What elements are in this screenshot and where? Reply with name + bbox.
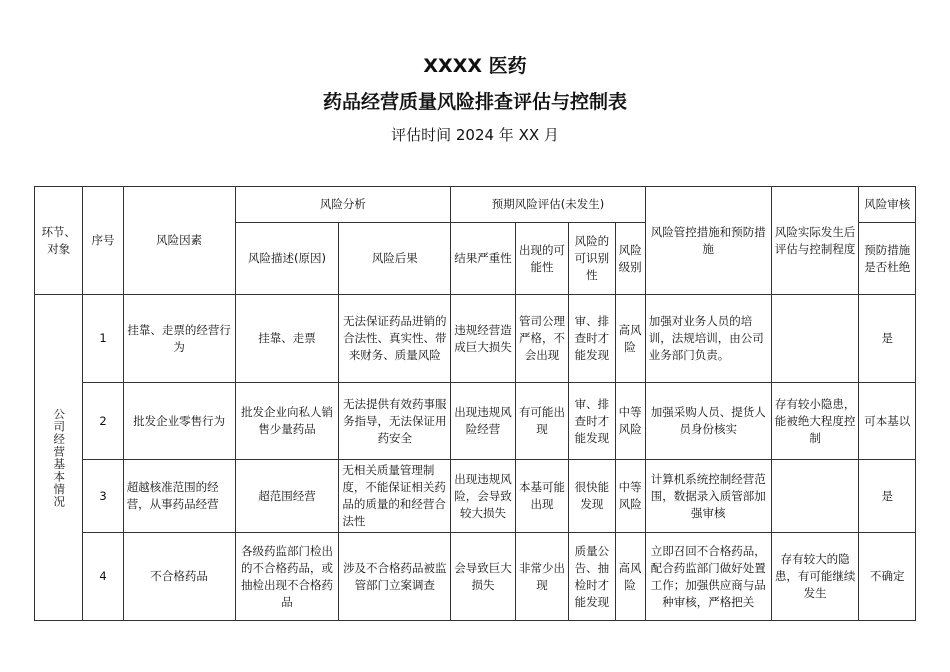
cell-desc: 批发企业向私人销售少量药品 — [235, 383, 339, 460]
cell-audit: 是 — [859, 460, 916, 533]
cell-level: 中等风险 — [615, 460, 645, 533]
table-row — [35, 460, 916, 533]
cell-severity: 出现违规风险，会导致较大损失 — [451, 460, 516, 533]
cell-severity: 出现违规风险经营 — [451, 383, 516, 460]
cell-level: 高风险 — [615, 533, 645, 621]
col-header-severity: 结果严重性 — [451, 223, 516, 295]
cell-level: 中等风险 — [615, 383, 645, 460]
cell-severity: 违规经营造成巨大损失 — [451, 295, 516, 383]
cell-detectability: 质量公告、抽检时才能发现 — [569, 533, 615, 621]
table-row — [35, 383, 916, 460]
cell-desc: 挂靠、走票 — [235, 295, 339, 383]
col-header-expected: 预期风险评估(未发生) — [451, 187, 646, 223]
cell-audit: 不确定 — [859, 533, 916, 621]
cell-detectability: 审、排查时才能发现 — [569, 383, 615, 460]
cell-no: 2 — [83, 383, 123, 460]
cell-post-eval — [771, 295, 859, 383]
cell-desc: 各级药监部门检出的不合格药品，或抽检出现不合格药品 — [235, 533, 339, 621]
section-cell — [35, 295, 83, 621]
cell-factor: 批发企业零售行为 — [123, 383, 235, 460]
col-header-post-eval: 风险实际发生后评估与控制程度 — [771, 187, 859, 295]
table-row — [35, 533, 916, 621]
cell-consequence: 无法提供有效药事服务指导，无法保证用药安全 — [339, 383, 451, 460]
cell-possibility: 本基可能出现 — [515, 460, 568, 533]
col-header-audit: 预防措施是否杜绝 — [859, 223, 916, 295]
cell-no: 3 — [83, 460, 123, 533]
cell-possibility: 有可能出现 — [515, 383, 568, 460]
col-header-detectability: 风险的可识别性 — [569, 223, 615, 295]
cell-severity: 会导致巨大损失 — [451, 533, 516, 621]
col-header-control: 风险管控措施和预防措施 — [645, 187, 771, 295]
cell-audit: 是 — [859, 295, 916, 383]
cell-post-eval: 存有较小隐患，能被绝大程度控制 — [771, 383, 859, 460]
cell-control: 立即召回不合格药品，配合药监部门做好处置工作；加强供应商与品种审核，严格把关 — [645, 533, 771, 621]
cell-possibility: 管司公理严格，不会出现 — [515, 295, 568, 383]
cell-consequence: 无法保证药品进销的合法性、真实性、带来财务、质量风险 — [339, 295, 451, 383]
cell-detectability: 审、排查时才能发现 — [569, 295, 615, 383]
cell-factor: 超越核准范围的经营，从事药品经营 — [123, 460, 235, 533]
table-row — [35, 295, 916, 383]
col-header-desc: 风险描述(原因) — [235, 223, 339, 295]
col-header-consequence: 风险后果 — [339, 223, 451, 295]
assessment-date: 评估时间 2024 年 XX 月 — [391, 126, 559, 144]
cell-control: 计算机系统控制经营范围，数据录入质管部加强审核 — [645, 460, 771, 533]
col-header-no: 序号 — [83, 187, 123, 295]
col-header-level: 风险级别 — [615, 223, 645, 295]
cell-desc: 超范围经营 — [235, 460, 339, 533]
cell-control: 加强对业务人员的培训，法规培训，由公司业务部门负责。 — [645, 295, 771, 383]
section-label: 公司经营基本情况 — [52, 407, 67, 508]
col-header-factor: 风险因素 — [123, 187, 235, 295]
cell-control: 加强采购人员、提货人员身份核实 — [645, 383, 771, 460]
cell-consequence: 无相关质量管理制度，不能保证相关药品的质量的和经营合法性 — [339, 460, 451, 533]
cell-post-eval — [771, 460, 859, 533]
cell-audit: 可本基以 — [859, 383, 916, 460]
cell-factor: 不合格药品 — [123, 533, 235, 621]
cell-possibility: 非常少出现 — [515, 533, 568, 621]
cell-no: 4 — [83, 533, 123, 621]
col-header-segment: 环节、对象 — [35, 187, 83, 295]
cell-detectability: 很快能发现 — [569, 460, 615, 533]
col-header-possibility: 出现的可能性 — [515, 223, 568, 295]
col-header-analysis: 风险分析 — [235, 187, 451, 223]
company-name: XXXX 医药 — [423, 55, 527, 77]
risk-assessment-table — [34, 186, 916, 621]
cell-post-eval: 存有较大的隐患，有可能继续发生 — [771, 533, 859, 621]
cell-consequence: 涉及不合格药品被监管部门立案调查 — [339, 533, 451, 621]
col-header-audit-group: 风险审核 — [859, 187, 916, 223]
cell-level: 高风险 — [615, 295, 645, 383]
cell-factor: 挂靠、走票的经营行为 — [123, 295, 235, 383]
document-title: 药品经营质量风险排查评估与控制表 — [322, 91, 627, 113]
cell-no: 1 — [83, 295, 123, 383]
